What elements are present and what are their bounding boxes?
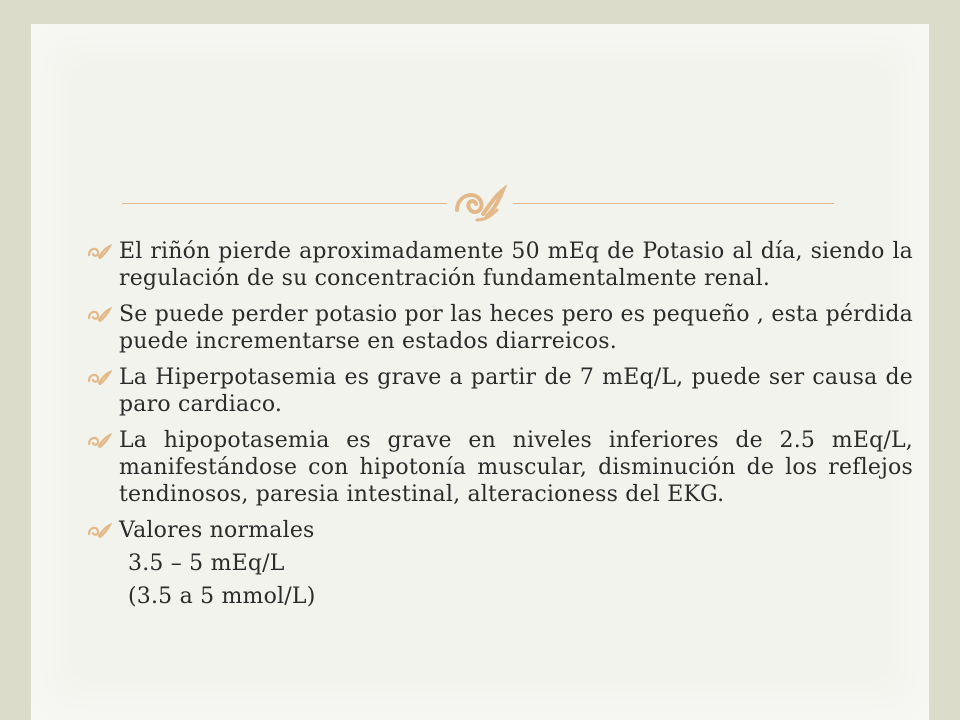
curl-bullet-icon <box>86 243 112 261</box>
list-item <box>86 238 913 292</box>
list-item <box>86 517 913 544</box>
bullet-list <box>86 238 913 616</box>
list-item <box>86 301 913 355</box>
swirl-ornament-icon <box>447 176 513 230</box>
bullet-text: La hipopotasemia es grave en niveles inferiores de 2.5 mEq/L, manifestándose con hipotonía muscular, disminución de los reflejos tendinosos, paresia intestinal, alteracioness del EKG. <box>119 428 913 507</box>
normal-value-mmol: (3.5 a 5 mmol/L) <box>128 584 316 609</box>
curl-bullet-icon <box>86 369 112 387</box>
list-item <box>86 364 913 418</box>
normal-value-meq: 3.5 – 5 mEq/L <box>128 551 285 576</box>
curl-bullet-icon <box>86 306 112 324</box>
list-item <box>86 427 913 508</box>
bullet-text: La Hiperpotasemia es grave a partir de 7 mEq/L, puede ser causa de paro cardiaco. <box>119 365 913 417</box>
curl-bullet-icon <box>86 432 112 450</box>
curl-bullet-icon <box>86 522 112 540</box>
bullet-text: El riñón pierde aproximadamente 50 mEq de Potasio al día, siendo la regulación de su concentración fundamentalmente renal. <box>119 239 913 291</box>
bullet-text: Valores normales <box>119 518 315 543</box>
bullet-text: Se puede perder potasio por las heces pero es pequeño , esta pérdida puede incrementarse en estados diarreicos. <box>119 302 913 354</box>
